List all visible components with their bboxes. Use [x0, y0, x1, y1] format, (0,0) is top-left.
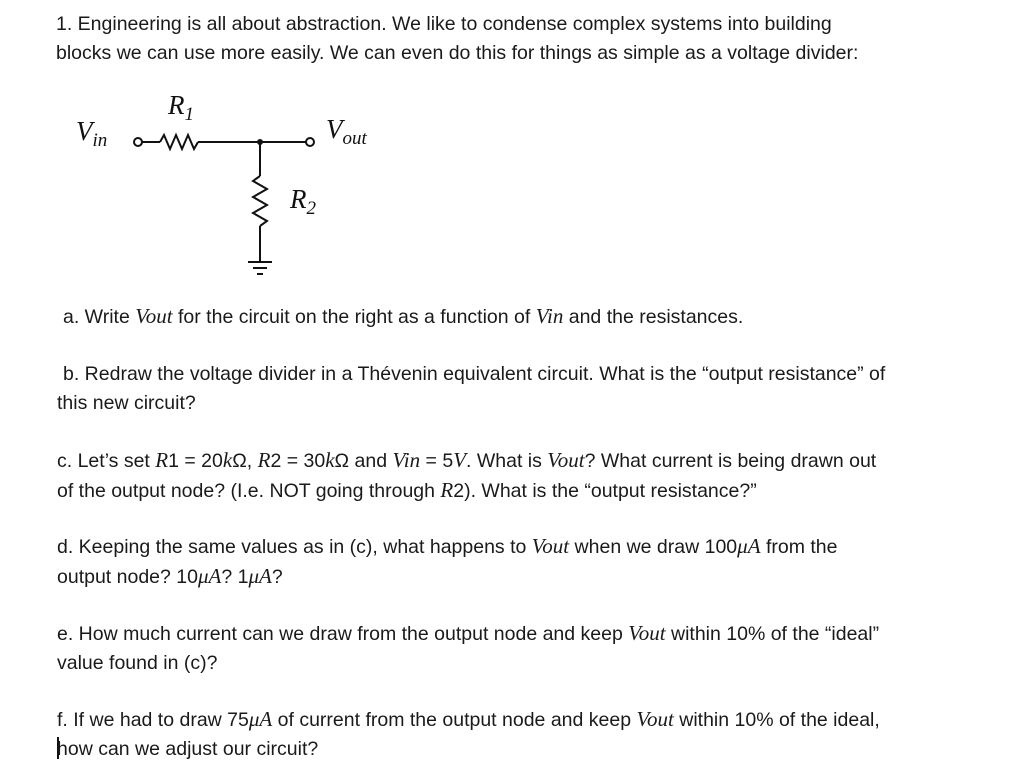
r1-resistor — [160, 135, 198, 149]
intro-line-2: blocks we can use more easily. We can even do this for things as simple as a voltage divider: — [56, 42, 859, 64]
voltage-divider-circuit — [70, 82, 390, 292]
intro-paragraph — [56, 10, 858, 68]
question-d: d. Keeping the same values as in (c), what happens to Vout when we draw 100μA from the output node? 10μA? 1μA? — [57, 534, 838, 588]
question-b — [57, 360, 886, 418]
intro-line-1: 1. Engineering is all about abstraction. We like to condense complex systems into building — [56, 13, 832, 35]
r2-resistor — [253, 176, 267, 226]
question-b-line-1: b. Redraw the voltage divider in a Thévenin equivalent circuit. What is the “output resistance” of — [63, 363, 886, 385]
r1-label: $R_1$ — [168, 90, 194, 125]
question-f: f. If we had to draw 75μA of current from the output node and keep Vout within 10% of the ideal, how can we adjust our circuit? — [57, 707, 880, 760]
question-a: a. Write Vout for the circuit on the right as a function of Vin and the resistances. — [63, 304, 744, 328]
question-e: e. How much current can we draw from the output node and keep Vout within 10% of the “ideal” value found in (c)? — [57, 621, 880, 674]
vout-terminal — [306, 138, 314, 146]
vin-label: $V_{in}$ — [76, 116, 108, 151]
question-c: c. Let’s set R1 = 20kΩ, R2 = 30kΩ and Vin = 5V. What is Vout? What current is being drawn out of the output node? (I.e. NOT going through R2). What is the “output resistance?” — [57, 448, 877, 502]
r2-label: $R_2$ — [290, 184, 316, 219]
vout-label: $V_{out}$ — [326, 114, 367, 149]
question-b-line-2: this new circuit? — [57, 392, 196, 414]
vin-terminal — [134, 138, 142, 146]
ground-icon — [248, 262, 272, 274]
